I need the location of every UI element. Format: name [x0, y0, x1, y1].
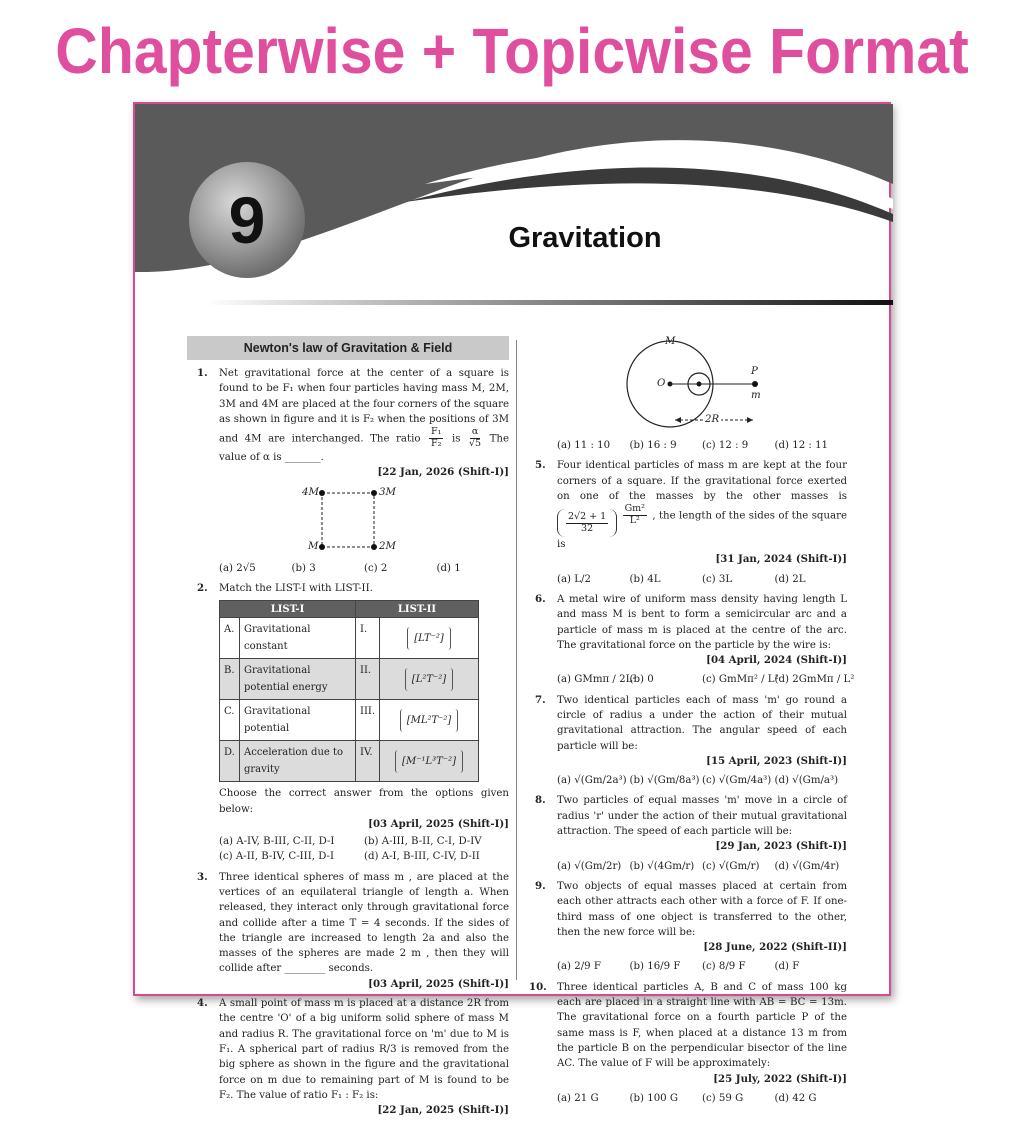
options-q2 — [187, 834, 509, 865]
option[interactable]: (b) 3 — [291, 562, 316, 574]
question-number: 2. — [197, 581, 208, 594]
options-q4 — [525, 438, 847, 453]
option[interactable]: (c) √(Gm/4a³) — [702, 775, 772, 787]
question-6 — [525, 592, 847, 668]
option[interactable]: (c) 12 : 9 — [702, 440, 749, 451]
option[interactable]: (c) 3L — [702, 573, 733, 585]
option[interactable]: (c) 2 — [364, 562, 388, 574]
question-number: 4. — [197, 997, 208, 1010]
option[interactable]: (d) F — [774, 961, 800, 973]
question-1: 1. Net gravitational force at the center of a square is found to be F₁ when four particles having mass M, 2M, 3M and 4M are placed at the four corners of the square as shown in figure and it is F₂ when the positions of 3M and 4M are interchanged. The ratio $\frac{\text{F₁}}{\text{F₂}}$ is $\frac{\alpha}{√5}$ The value of α is _______. [22 Jan, 2026 (Shift-I)] — [187, 366, 509, 481]
option[interactable]: (b) A-III, B-II, C-I, D-IV — [364, 836, 482, 848]
question-text: A small point of mass m is placed at a distance 2R from the centre 'O' of a big uniform solid sphere of mass M and radius R. The gravitational force on 'm' due to M is F₁. A spherical part of radius R/3 is removed from the big sphere as shown in the figure and the gravitational force on m due to remaining part of M is found to be F₂. The value of ratio F₁ : F₂ is: — [219, 998, 509, 1101]
options-q5 — [525, 572, 847, 587]
table-row: B. Gravitational potential energy II. [L²T⁻²] — [220, 659, 479, 700]
sphere-figure — [525, 336, 847, 432]
question-number: 7. — [535, 693, 546, 706]
table-row: D. Acceleration due to gravity IV. [M⁻¹L³T⁻²] — [220, 741, 479, 782]
corner-label: 2M — [379, 540, 396, 552]
option[interactable]: (b) 4L — [629, 573, 661, 585]
question-number: 3. — [197, 870, 208, 883]
left-column — [187, 336, 509, 1122]
option[interactable]: (c) 59 G — [702, 1092, 744, 1104]
alpha-fraction: $\frac{\alpha}{√5}$ — [468, 426, 482, 450]
question-2 — [187, 581, 509, 596]
option[interactable]: (a) L/2 — [557, 573, 591, 585]
column-divider — [516, 340, 517, 980]
question-number: 8. — [535, 794, 546, 807]
book-page — [133, 102, 891, 1117]
option[interactable]: (b) 0 — [629, 674, 654, 686]
options-q7 — [525, 773, 847, 788]
option[interactable]: (d) 1 — [436, 562, 461, 574]
option[interactable]: (d) 42 G — [774, 1092, 817, 1104]
question-7 — [525, 693, 847, 769]
question-8 — [525, 793, 847, 854]
fig-label-2R: 2R — [703, 412, 721, 427]
option[interactable]: (d) 2GmMπ / L² — [774, 674, 855, 686]
option[interactable]: (a) 2/9 F — [557, 961, 601, 973]
table-row: A. Gravitational constant I. [LT⁻²] — [220, 618, 479, 659]
question-source: [22 Jan, 2025 (Shift-I)] — [377, 1104, 509, 1117]
banner-title: Chapterwise + Topicwise Format — [55, 15, 969, 87]
question-source: [22 Jan, 2026 (Shift-I)] — [377, 466, 509, 479]
table-header: LIST-I — [220, 601, 356, 618]
question-text: Four identical particles of mass m are kept at the four corners of a square. If the gravitational force exerted on one of the masses by the other masses is — [557, 460, 847, 502]
options-q6 — [525, 672, 855, 687]
question-text: Three identical particles A, B and C of mass 100 kg each are placed in a straight line with AB = BC = 13m. The gravitational force on a fourth particle P of the same mass is F, when placed at a distance 13 m from the particle B on the perpendicular bisector of the line AC. The value of F will be approximately: — [557, 981, 847, 1070]
option[interactable]: (a) √(Gm/2r) — [557, 860, 622, 872]
option[interactable]: (d) √(Gm/4r) — [774, 860, 840, 872]
fig-label-m: m — [751, 390, 761, 401]
options-q10 — [525, 1091, 847, 1106]
chapter-number: 9 — [228, 183, 266, 257]
question-source: [25 July, 2022 (Shift-I)] — [713, 1072, 847, 1085]
question-source: [31 Jan, 2024 (Shift-I)] — [715, 553, 847, 566]
option[interactable]: (d) √(Gm/a³) — [774, 775, 839, 787]
question-source: [29 Jan, 2023 (Shift-I)] — [715, 840, 847, 853]
corner-label: M — [308, 540, 319, 552]
question-number: 10. — [529, 980, 547, 993]
fig-label-O: O — [657, 378, 666, 389]
question-source: [28 June, 2022 (Shift-II)] — [703, 941, 847, 954]
question-text: Two particles of equal masses 'm' move in a circle of radius 'r' under the action of their mutual gravitational attraction. The speed of each particle will be: — [557, 795, 847, 838]
option[interactable]: (a) 11 : 10 — [557, 440, 611, 451]
question-number: 6. — [535, 592, 546, 605]
question-9 — [525, 879, 847, 955]
corner-label: 4M — [302, 486, 319, 498]
table-row: C. Gravitational potential III. [ML²T⁻²] — [220, 700, 479, 741]
option[interactable]: (c) GmMπ² / L² — [702, 674, 779, 686]
question-text: Two objects of equal masses placed at certain from each other attracts each other with a force of F. If one-third mass of one object is transferred to the other, then the new force will be: — [557, 880, 847, 938]
section-heading: Newton's law of Gravitation & Field — [187, 336, 509, 360]
option[interactable]: (d) 12 : 11 — [774, 440, 829, 451]
option[interactable]: (b) 16 : 9 — [629, 440, 677, 451]
question-number: 9. — [535, 879, 546, 892]
force-expression: $\frac{2√2 + 1}{32}$ — [557, 509, 617, 537]
options-q8 — [525, 859, 847, 874]
option[interactable]: (c) √(Gm/r) — [702, 860, 760, 872]
question-text: Choose the correct answer from the options given below: — [219, 788, 509, 815]
question-text: Match the LIST-I with LIST-II. — [219, 582, 373, 594]
match-table — [219, 600, 479, 782]
fig-label-M: M — [665, 336, 676, 347]
question-text: A metal wire of uniform mass density having length L and mass M is bent to form a semicircular arc and a particle of mass m is placed at the centre of the arc. The gravitational force on the particle by the wire is: — [557, 593, 847, 651]
question-text: Two identical particles each of mass 'm' go round a circle of radius a under the action of their mutual gravitational attraction. The angular speed of each particle will be: — [557, 694, 847, 752]
square-figure — [187, 485, 509, 555]
question-text: Three identical spheres of mass m , are placed at the vertices of an equilateral triangle of length a. When released, they interact only through gravitational force and collide after a time T = 4 seconds. If the sides of the triangle are increased to length 2a and also the masses of the spheres are made 2 m , then they will collide after ________ seconds. — [219, 871, 509, 975]
corner-label: 3M — [379, 486, 396, 498]
chapter-title: Gravitation — [508, 222, 662, 254]
question-source: [03 April, 2025 (Shift-I)] — [368, 817, 509, 830]
fig-label-P: P — [751, 366, 758, 377]
option[interactable]: (a) 2√5 — [219, 562, 256, 574]
question-5: 5. Four identical particles of mass m are kept at the four corners of a square. If the gravitational force exerted on one of the masses by the other masses is $\frac{2√2 + 1}{32}$ $\frac{\text{Gm²}}{\text{L²}}$ , the length of the sides of the square is [31 Jan, 2024 (Shift-I)] — [525, 458, 847, 567]
option[interactable]: (c) A-II, B-IV, C-III, D-I — [219, 851, 335, 863]
option[interactable]: (b) √(4Gm/r) — [629, 860, 695, 872]
question-text: the positions of 3M and 4M are interchanged. The ratio — [219, 413, 509, 445]
question-3 — [187, 870, 509, 992]
option[interactable]: (b) √(Gm/8a³) — [629, 775, 700, 787]
option[interactable]: (d) A-I, B-III, C-IV, D-II — [364, 851, 480, 863]
question-source: [15 April, 2023 (Shift-I)] — [706, 754, 847, 767]
option[interactable]: (c) 8/9 F — [702, 961, 746, 973]
right-column — [525, 336, 855, 1111]
options-q1 — [187, 561, 509, 576]
option[interactable]: (a) √(Gm/2a³) — [557, 775, 627, 787]
question-4 — [187, 996, 509, 1118]
option[interactable]: (a) 21 G — [557, 1092, 599, 1104]
question-10 — [525, 980, 847, 1087]
option[interactable]: (b) 100 G — [629, 1092, 679, 1104]
ratio-fraction: $\frac{\text{F₁}}{\text{F₂}}$ — [431, 426, 442, 450]
option[interactable]: (a) GMmπ / 2L² — [557, 674, 637, 686]
option[interactable]: (a) A-IV, B-III, C-II, D-I — [219, 836, 335, 848]
question-number: 5. — [535, 459, 546, 472]
question-number: 1. — [197, 367, 208, 379]
table-header: LIST-II — [356, 601, 479, 618]
option[interactable]: (b) 16/9 F — [629, 961, 681, 973]
question-text: Net gravitational force at the center of a square is found to be F₁ when four particles having mass M, 2M, 3M and 4M are placed at the four corners of the square as shown in figure and it is F₂ when — [219, 368, 509, 425]
options-q9 — [525, 959, 847, 974]
option[interactable]: (d) 2L — [774, 573, 806, 585]
question-source: [03 April, 2025 (Shift-I)] — [368, 977, 509, 990]
question-source: [04 April, 2024 (Shift-I)] — [706, 654, 847, 667]
